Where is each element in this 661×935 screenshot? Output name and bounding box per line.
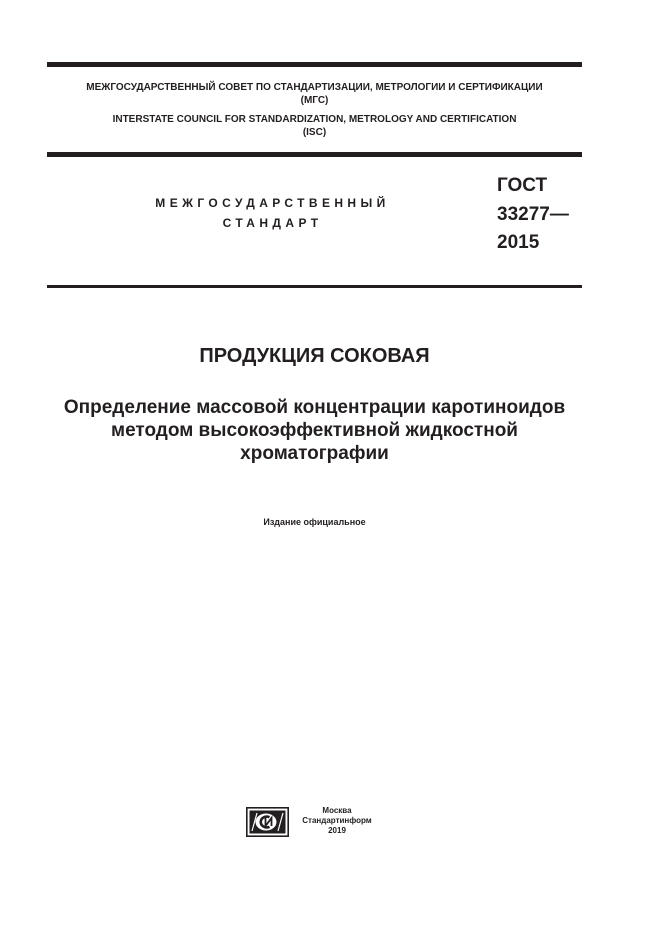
subtitle-line-1: Определение массовой концентрации каротиноидов [63,397,566,418]
document-title: ПРОДУКЦИЯ СОКОВАЯ [199,345,430,367]
council-name-ru [47,81,582,107]
document-subtitle [30,396,599,465]
standard-kind-line2: СТАНДАРТ [222,216,323,230]
council-name-en-line: INTERSTATE COUNCIL FOR STANDARDIZATION, METROLOGY AND CERTIFICATION [112,114,517,125]
council-name-ru-line: МЕЖГОСУДАРСТВЕННЫЙ СОВЕТ ПО СТАНДАРТИЗАЦИИ, МЕТРОЛОГИИ И СЕРТИФИКАЦИИ [86,82,543,93]
middle-rule [47,152,582,157]
top-rule [47,62,582,67]
gost-number: 33277— [497,203,569,225]
council-abbrev-en: (ISC) [302,127,327,138]
gost-designation [497,172,569,258]
council-abbrev-ru: (МГС) [300,95,329,106]
publisher-city: Москва [322,806,352,815]
council-name-en [47,113,582,139]
subtitle-line-3: хроматографии [240,443,389,464]
publication-year: 2019 [328,826,346,835]
subtitle-line-2: методом высокоэффективной жидкостной [111,420,518,441]
standartinform-logo-icon [246,807,289,837]
bottom-rule [47,285,582,288]
gost-year: 2015 [497,232,540,253]
standard-kind-line1: МЕЖГОСУДАРСТВЕННЫЙ [155,196,390,210]
edition-note: Издание официальное [263,517,366,527]
publisher-block [292,806,382,836]
publisher-name: Стандартинформ [302,816,372,825]
standard-kind [120,193,425,233]
gost-label: ГОСТ [497,175,548,196]
